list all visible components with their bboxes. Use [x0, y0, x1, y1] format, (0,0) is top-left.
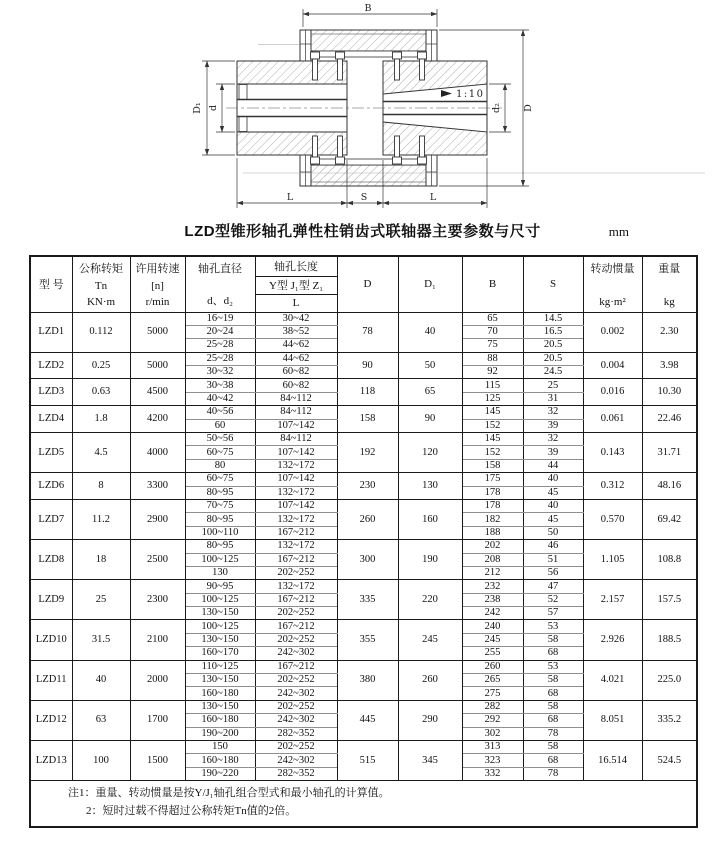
header-speed: 许用转速 [n] r/min — [130, 256, 185, 312]
dim-label-L-left: L — [286, 192, 294, 203]
header-weight: 重量 kg — [642, 256, 697, 312]
D1-cell: 220 — [398, 580, 462, 620]
bore-length-cell: 202~252 — [255, 566, 337, 579]
B-cell: 240 — [462, 620, 523, 633]
D1-cell: 65 — [398, 379, 462, 406]
dim-label-D: D — [523, 104, 534, 112]
inertia-cell: 2.157 — [583, 580, 642, 620]
S-cell: 24.5 — [523, 366, 583, 379]
D1-cell: 50 — [398, 352, 462, 379]
bore-diameter-cell: 130 — [185, 566, 255, 579]
B-cell: 88 — [462, 352, 523, 365]
S-cell: 39 — [523, 446, 583, 459]
B-cell: 302 — [462, 727, 523, 740]
S-cell: 45 — [523, 513, 583, 526]
S-cell: 78 — [523, 767, 583, 780]
bore-diameter-cell: 160~180 — [185, 687, 255, 700]
bore-length-cell: 282~352 — [255, 727, 337, 740]
header-bore-diameter: 轴孔直径 d、d₂ — [185, 256, 255, 312]
weight-cell: 188.5 — [642, 620, 697, 660]
dim-label-d2: d₂ — [491, 103, 502, 113]
bore-diameter-cell: 60~75 — [185, 473, 255, 486]
notes-row — [30, 781, 697, 828]
S-cell: 52 — [523, 593, 583, 606]
bore-diameter-cell: 190~200 — [185, 727, 255, 740]
inertia-cell: 0.143 — [583, 433, 642, 473]
D-cell: 300 — [337, 540, 398, 580]
bore-diameter-cell: 150 — [185, 741, 255, 754]
bore-diameter-cell: 16~19 — [185, 312, 255, 325]
B-cell: 323 — [462, 754, 523, 767]
bore-length-cell: 202~252 — [255, 700, 337, 713]
B-cell: 265 — [462, 674, 523, 687]
B-cell: 125 — [462, 392, 523, 405]
speed-cell: 2300 — [130, 580, 185, 620]
speed-cell: 1700 — [130, 700, 185, 740]
model-cell: LZD4 — [30, 406, 72, 433]
header-S: S — [523, 256, 583, 312]
weight-cell: 335.2 — [642, 700, 697, 740]
B-cell: 232 — [462, 580, 523, 593]
bore-length-cell: 167~212 — [255, 553, 337, 566]
S-cell: 20.5 — [523, 339, 583, 352]
bore-diameter-cell: 25~28 — [185, 352, 255, 365]
inertia-cell: 1.105 — [583, 540, 642, 580]
bore-length-cell: 167~212 — [255, 593, 337, 606]
bore-length-cell: 60~82 — [255, 379, 337, 392]
S-cell: 58 — [523, 700, 583, 713]
B-cell: 115 — [462, 379, 523, 392]
table-row — [30, 473, 697, 486]
B-cell: 158 — [462, 459, 523, 472]
table-row — [30, 379, 697, 392]
dim-label-d: d — [208, 104, 219, 112]
table-header — [30, 256, 697, 312]
B-cell: 65 — [462, 312, 523, 325]
S-cell: 40 — [523, 499, 583, 512]
model-cell: LZD11 — [30, 660, 72, 700]
header-bore-length-L: L — [255, 294, 337, 312]
D1-cell: 130 — [398, 473, 462, 500]
S-cell: 53 — [523, 620, 583, 633]
S-cell: 31 — [523, 392, 583, 405]
speed-cell: 5000 — [130, 312, 185, 352]
bore-length-cell: 84~112 — [255, 433, 337, 446]
bore-diameter-cell: 30~38 — [185, 379, 255, 392]
S-cell: 47 — [523, 580, 583, 593]
model-cell: LZD5 — [30, 433, 72, 473]
S-cell: 58 — [523, 674, 583, 687]
table-row — [30, 499, 697, 512]
dim-label-L-right: L — [429, 192, 437, 203]
bore-diameter-cell: 80~95 — [185, 513, 255, 526]
bore-length-cell: 107~142 — [255, 473, 337, 486]
note-line: 2：短时过载不得超过公称转矩Tn值的2倍。 — [86, 805, 297, 818]
dim-label-D1: D₁ — [192, 102, 203, 114]
S-cell: 57 — [523, 607, 583, 620]
header-bore-length: 轴孔长度 — [255, 256, 337, 276]
S-cell: 68 — [523, 647, 583, 660]
D1-cell: 345 — [398, 741, 462, 781]
table-row — [30, 406, 697, 419]
table-row — [30, 660, 697, 673]
bore-diameter-cell: 60~75 — [185, 446, 255, 459]
header-B: B — [462, 256, 523, 312]
table-row — [30, 312, 697, 325]
torque-cell: 25 — [72, 580, 130, 620]
S-cell: 14.5 — [523, 312, 583, 325]
speed-cell: 1500 — [130, 741, 185, 781]
speed-cell: 4200 — [130, 406, 185, 433]
bore-length-cell: 132~172 — [255, 486, 337, 499]
S-cell: 16.5 — [523, 325, 583, 338]
speed-cell: 2000 — [130, 660, 185, 700]
weight-cell: 524.5 — [642, 741, 697, 781]
S-cell: 68 — [523, 687, 583, 700]
model-cell: LZD1 — [30, 312, 72, 352]
bore-diameter-cell: 130~150 — [185, 700, 255, 713]
B-cell: 152 — [462, 419, 523, 432]
D1-cell: 90 — [398, 406, 462, 433]
weight-cell: 10.30 — [642, 379, 697, 406]
bore-length-cell: 202~252 — [255, 741, 337, 754]
bore-length-cell: 242~302 — [255, 754, 337, 767]
bore-length-cell: 202~252 — [255, 607, 337, 620]
D-cell: 230 — [337, 473, 398, 500]
inertia-cell: 0.570 — [583, 499, 642, 539]
D1-cell: 245 — [398, 620, 462, 660]
header-model: 型 号 — [30, 256, 72, 312]
torque-cell: 11.2 — [72, 499, 130, 539]
notes-cell — [30, 781, 697, 828]
bore-diameter-cell: 160~180 — [185, 714, 255, 727]
bore-diameter-cell: 40~56 — [185, 406, 255, 419]
weight-cell: 22.46 — [642, 406, 697, 433]
bore-diameter-cell: 160~170 — [185, 647, 255, 660]
inertia-cell: 0.016 — [583, 379, 642, 406]
B-cell: 152 — [462, 446, 523, 459]
bore-diameter-cell: 160~180 — [185, 754, 255, 767]
D-cell: 78 — [337, 312, 398, 352]
torque-cell: 63 — [72, 700, 130, 740]
bore-diameter-cell: 100~110 — [185, 526, 255, 539]
model-cell: LZD10 — [30, 620, 72, 660]
note-line: 注1：重量、转动惯量是按Y/J₁轴孔组合型式和最小轴孔的计算值。 — [68, 787, 390, 800]
B-cell: 242 — [462, 607, 523, 620]
speed-cell: 2500 — [130, 540, 185, 580]
B-cell: 260 — [462, 660, 523, 673]
table-row — [30, 433, 697, 446]
S-cell: 58 — [523, 741, 583, 754]
inertia-cell: 0.004 — [583, 352, 642, 379]
B-cell: 175 — [462, 473, 523, 486]
D1-cell: 160 — [398, 499, 462, 539]
table-row — [30, 580, 697, 593]
model-cell: LZD8 — [30, 540, 72, 580]
bore-length-cell: 242~302 — [255, 647, 337, 660]
bore-length-cell: 282~352 — [255, 767, 337, 780]
table-row — [30, 540, 697, 553]
D-cell: 380 — [337, 660, 398, 700]
bore-length-cell: 60~82 — [255, 366, 337, 379]
header-D1: D₁ — [398, 256, 462, 312]
inertia-cell: 4.021 — [583, 660, 642, 700]
S-cell: 58 — [523, 633, 583, 646]
bore-diameter-cell: 130~150 — [185, 607, 255, 620]
S-cell: 68 — [523, 714, 583, 727]
inertia-cell: 0.312 — [583, 473, 642, 500]
bore-diameter-cell: 130~150 — [185, 674, 255, 687]
header-D: D — [337, 256, 398, 312]
bore-length-cell: 44~62 — [255, 352, 337, 365]
B-cell: 238 — [462, 593, 523, 606]
model-cell: LZD6 — [30, 473, 72, 500]
torque-cell: 8 — [72, 473, 130, 500]
dim-label-B: B — [364, 3, 372, 14]
B-cell: 145 — [462, 406, 523, 419]
speed-cell: 4500 — [130, 379, 185, 406]
parameters-table — [29, 255, 698, 828]
S-cell: 40 — [523, 473, 583, 486]
bore-diameter-cell: 70~75 — [185, 499, 255, 512]
D-cell: 260 — [337, 499, 398, 539]
model-cell: LZD2 — [30, 352, 72, 379]
bore-length-cell: 132~172 — [255, 540, 337, 553]
S-cell: 68 — [523, 754, 583, 767]
B-cell: 75 — [462, 339, 523, 352]
D1-cell: 190 — [398, 540, 462, 580]
S-cell: 78 — [523, 727, 583, 740]
table-row — [30, 741, 697, 754]
bore-length-cell: 167~212 — [255, 660, 337, 673]
bore-diameter-cell: 30~32 — [185, 366, 255, 379]
bore-diameter-cell: 25~28 — [185, 339, 255, 352]
model-cell: LZD3 — [30, 379, 72, 406]
weight-cell: 69.42 — [642, 499, 697, 539]
taper-label: 1:10 — [456, 89, 485, 100]
S-cell: 45 — [523, 486, 583, 499]
S-cell: 46 — [523, 540, 583, 553]
inertia-cell: 8.051 — [583, 700, 642, 740]
B-cell: 178 — [462, 499, 523, 512]
bore-diameter-cell: 130~150 — [185, 633, 255, 646]
torque-cell: 18 — [72, 540, 130, 580]
header-inertia: 转动惯量 kg·m² — [583, 256, 642, 312]
B-cell: 292 — [462, 714, 523, 727]
speed-cell: 2100 — [130, 620, 185, 660]
torque-cell: 0.112 — [72, 312, 130, 352]
S-cell: 32 — [523, 406, 583, 419]
D-cell: 515 — [337, 741, 398, 781]
torque-cell: 1.8 — [72, 406, 130, 433]
unit-label: mm — [608, 224, 629, 239]
bore-length-cell: 167~212 — [255, 620, 337, 633]
coupling-section-drawing — [0, 0, 725, 218]
bore-diameter-cell: 100~125 — [185, 593, 255, 606]
bore-length-cell: 107~142 — [255, 499, 337, 512]
B-cell: 178 — [462, 486, 523, 499]
bore-diameter-cell: 190~220 — [185, 767, 255, 780]
inertia-cell: 0.061 — [583, 406, 642, 433]
S-cell: 20.5 — [523, 352, 583, 365]
bore-diameter-cell: 20~24 — [185, 325, 255, 338]
bore-length-cell: 202~252 — [255, 674, 337, 687]
table-body — [30, 312, 697, 827]
bore-diameter-cell: 110~125 — [185, 660, 255, 673]
B-cell: 313 — [462, 741, 523, 754]
bore-length-cell: 30~42 — [255, 312, 337, 325]
weight-cell: 3.98 — [642, 352, 697, 379]
weight-cell: 48.16 — [642, 473, 697, 500]
D-cell: 90 — [337, 352, 398, 379]
S-cell: 44 — [523, 459, 583, 472]
D1-cell: 260 — [398, 660, 462, 700]
bore-length-cell: 84~112 — [255, 406, 337, 419]
table-row — [30, 352, 697, 365]
inertia-cell: 0.002 — [583, 312, 642, 352]
B-cell: 275 — [462, 687, 523, 700]
B-cell: 255 — [462, 647, 523, 660]
B-cell: 145 — [462, 433, 523, 446]
B-cell: 202 — [462, 540, 523, 553]
torque-cell: 0.63 — [72, 379, 130, 406]
S-cell: 56 — [523, 566, 583, 579]
bore-length-cell: 242~302 — [255, 687, 337, 700]
B-cell: 188 — [462, 526, 523, 539]
bore-diameter-cell: 80~95 — [185, 540, 255, 553]
B-cell: 182 — [462, 513, 523, 526]
B-cell: 208 — [462, 553, 523, 566]
speed-cell: 4000 — [130, 433, 185, 473]
bore-diameter-cell: 60 — [185, 419, 255, 432]
bore-diameter-cell: 100~125 — [185, 620, 255, 633]
S-cell: 25 — [523, 379, 583, 392]
S-cell: 51 — [523, 553, 583, 566]
B-cell: 282 — [462, 700, 523, 713]
speed-cell: 3300 — [130, 473, 185, 500]
torque-cell: 100 — [72, 741, 130, 781]
speed-cell: 2900 — [130, 499, 185, 539]
B-cell: 212 — [462, 566, 523, 579]
D-cell: 355 — [337, 620, 398, 660]
bore-diameter-cell: 100~125 — [185, 553, 255, 566]
D1-cell: 290 — [398, 700, 462, 740]
table-row — [30, 700, 697, 713]
weight-cell: 108.8 — [642, 540, 697, 580]
B-cell: 92 — [462, 366, 523, 379]
inertia-cell: 2.926 — [583, 620, 642, 660]
S-cell: 32 — [523, 433, 583, 446]
header-torque: 公称转矩 Tn KN·m — [72, 256, 130, 312]
title-row — [0, 220, 725, 248]
B-cell: 70 — [462, 325, 523, 338]
bore-length-cell: 84~112 — [255, 392, 337, 405]
dim-label-S: S — [360, 192, 368, 203]
D-cell: 445 — [337, 700, 398, 740]
S-cell: 53 — [523, 660, 583, 673]
S-cell: 50 — [523, 526, 583, 539]
D-cell: 118 — [337, 379, 398, 406]
D-cell: 192 — [337, 433, 398, 473]
bore-diameter-cell: 80~95 — [185, 486, 255, 499]
bore-length-cell: 107~142 — [255, 446, 337, 459]
model-cell: LZD12 — [30, 700, 72, 740]
torque-cell: 40 — [72, 660, 130, 700]
bore-diameter-cell: 40~42 — [185, 392, 255, 405]
weight-cell: 225.0 — [642, 660, 697, 700]
bore-length-cell: 202~252 — [255, 633, 337, 646]
bore-length-cell: 167~212 — [255, 526, 337, 539]
torque-cell: 31.5 — [72, 620, 130, 660]
model-cell: LZD9 — [30, 580, 72, 620]
weight-cell: 31.71 — [642, 433, 697, 473]
torque-cell: 4.5 — [72, 433, 130, 473]
D-cell: 158 — [337, 406, 398, 433]
torque-cell: 0.25 — [72, 352, 130, 379]
bore-length-cell: 107~142 — [255, 419, 337, 432]
bore-length-cell: 132~172 — [255, 513, 337, 526]
model-cell: LZD7 — [30, 499, 72, 539]
weight-cell: 157.5 — [642, 580, 697, 620]
S-cell: 39 — [523, 419, 583, 432]
B-cell: 245 — [462, 633, 523, 646]
bore-length-cell: 38~52 — [255, 325, 337, 338]
bore-diameter-cell: 50~56 — [185, 433, 255, 446]
weight-cell: 2.30 — [642, 312, 697, 352]
model-cell: LZD13 — [30, 741, 72, 781]
page-title: LZD型锥形轴孔弹性柱销齿式联轴器主要参数与尺寸 — [184, 223, 541, 240]
speed-cell: 5000 — [130, 352, 185, 379]
D1-cell: 40 — [398, 312, 462, 352]
D1-cell: 120 — [398, 433, 462, 473]
header-bore-length-types: Y型 J₁型 Z₁ — [255, 276, 337, 294]
bore-length-cell: 132~172 — [255, 580, 337, 593]
bore-length-cell: 242~302 — [255, 714, 337, 727]
D-cell: 335 — [337, 580, 398, 620]
B-cell: 332 — [462, 767, 523, 780]
table-row — [30, 620, 697, 633]
bore-length-cell: 44~62 — [255, 339, 337, 352]
bore-diameter-cell: 80 — [185, 459, 255, 472]
inertia-cell: 16.514 — [583, 741, 642, 781]
bore-diameter-cell: 90~95 — [185, 580, 255, 593]
bore-length-cell: 132~172 — [255, 459, 337, 472]
